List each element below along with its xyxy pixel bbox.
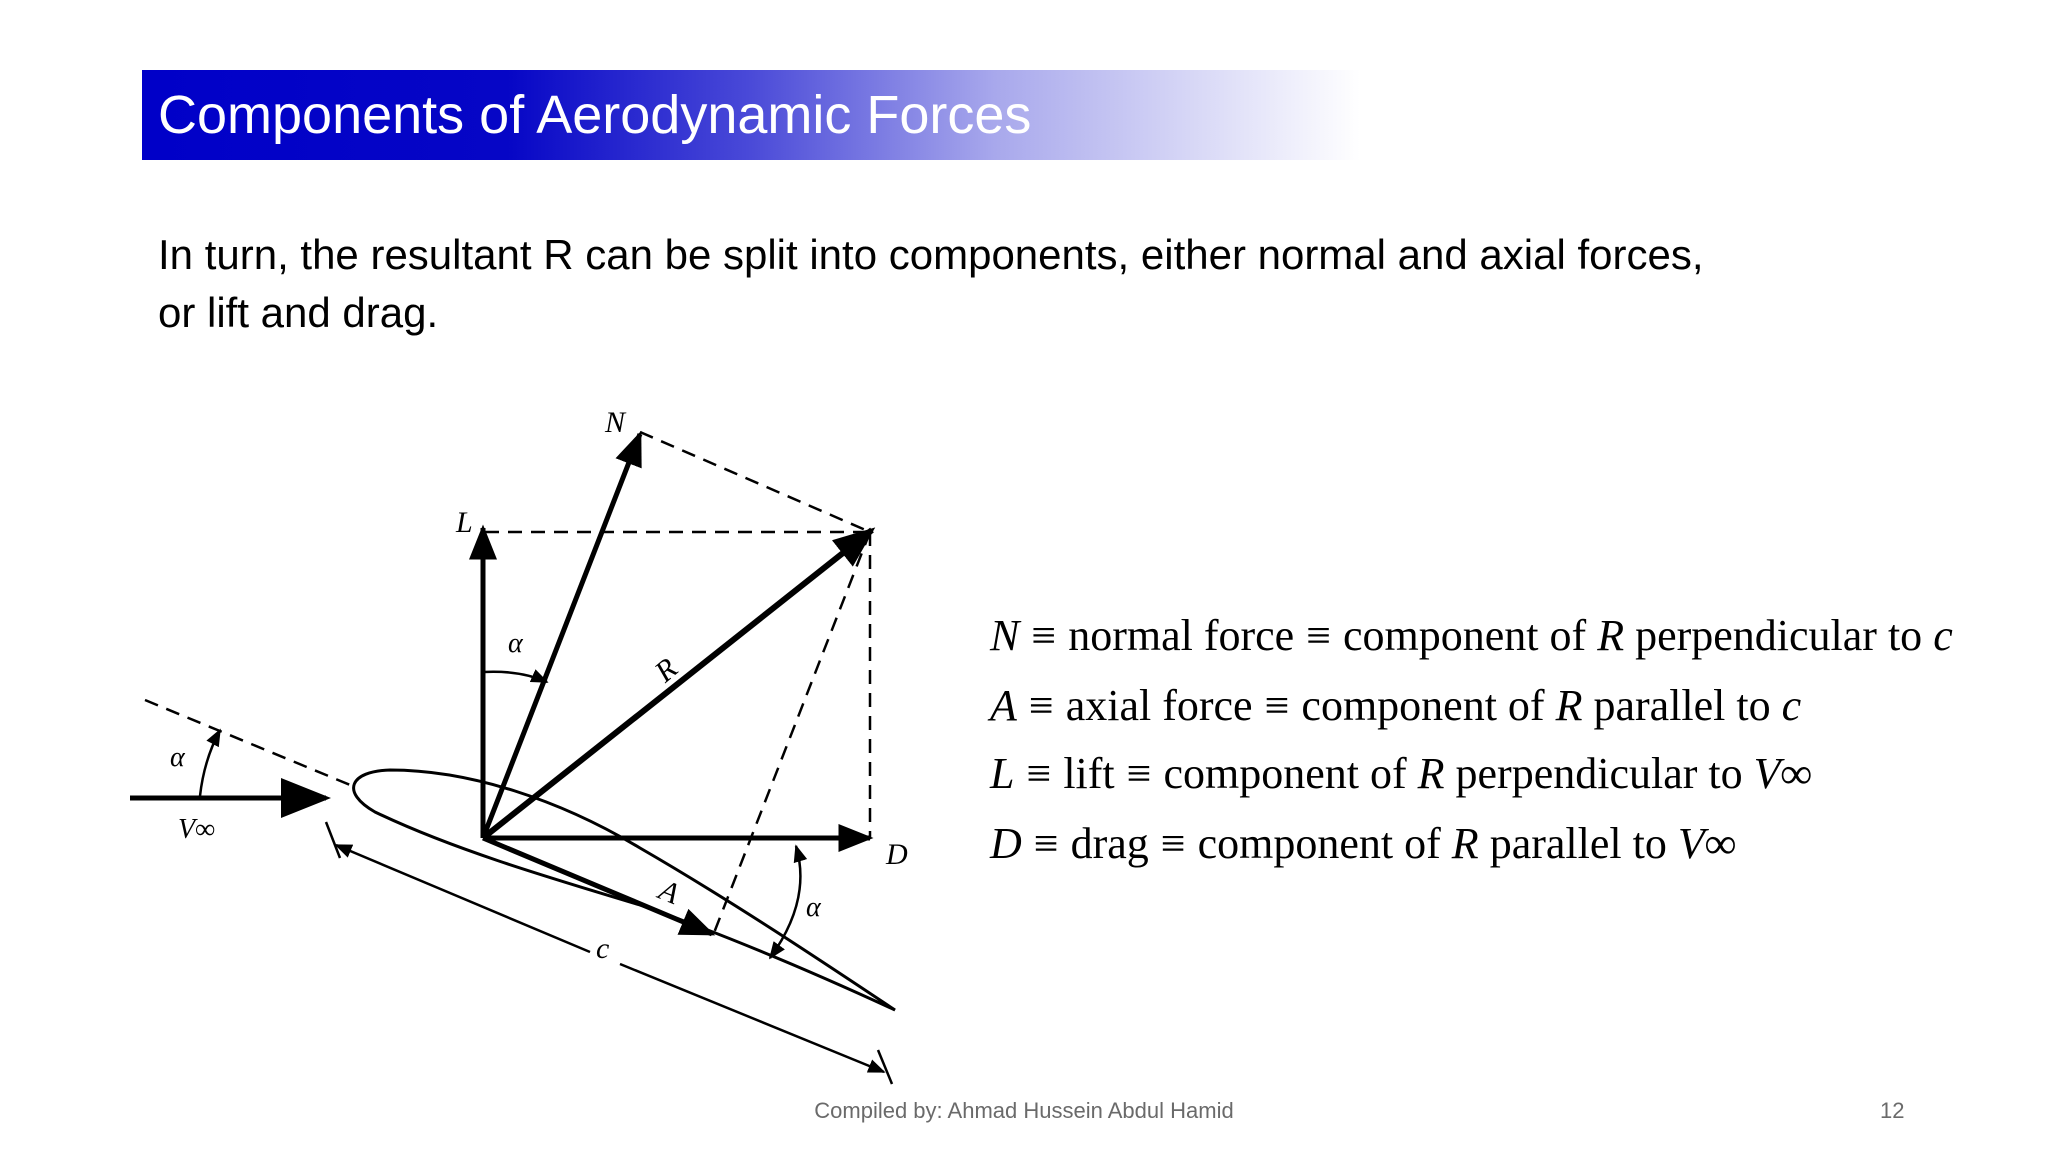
label-L: L	[456, 506, 473, 539]
force-vectors	[130, 434, 872, 934]
label-alpha-bottom: α	[806, 892, 821, 923]
definition-N: N ≡ normal force ≡ component of R perpendicular to c	[990, 611, 1953, 660]
label-V-inf: V∞	[178, 814, 216, 845]
page-number: 12	[1880, 1098, 1905, 1123]
airfoil	[354, 770, 895, 1010]
construction-lines	[145, 432, 870, 938]
body-line-1: In turn, the resultant R can be split into components, either normal and axial forces,	[158, 231, 1704, 278]
label-R: R	[648, 651, 684, 689]
slide-title: Components of Aerodynamic Forces	[158, 85, 1032, 145]
body-line-2: or lift and drag.	[158, 289, 439, 336]
label-alpha-top: α	[508, 628, 523, 659]
definition-L: L ≡ lift ≡ component of R perpendicular to V∞	[990, 749, 1812, 798]
label-alpha-left: α	[170, 742, 185, 773]
label-D: D	[886, 838, 908, 871]
label-A: A	[654, 873, 684, 911]
definition-A: A ≡ axial force ≡ component of R parallel to c	[990, 681, 1802, 730]
label-c: c	[596, 932, 610, 965]
footer-credit: Compiled by: Ahmad Hussein Abdul Hamid	[814, 1098, 1234, 1123]
label-N: N	[605, 406, 626, 439]
definition-D: D ≡ drag ≡ component of R parallel to V∞	[990, 819, 1737, 868]
